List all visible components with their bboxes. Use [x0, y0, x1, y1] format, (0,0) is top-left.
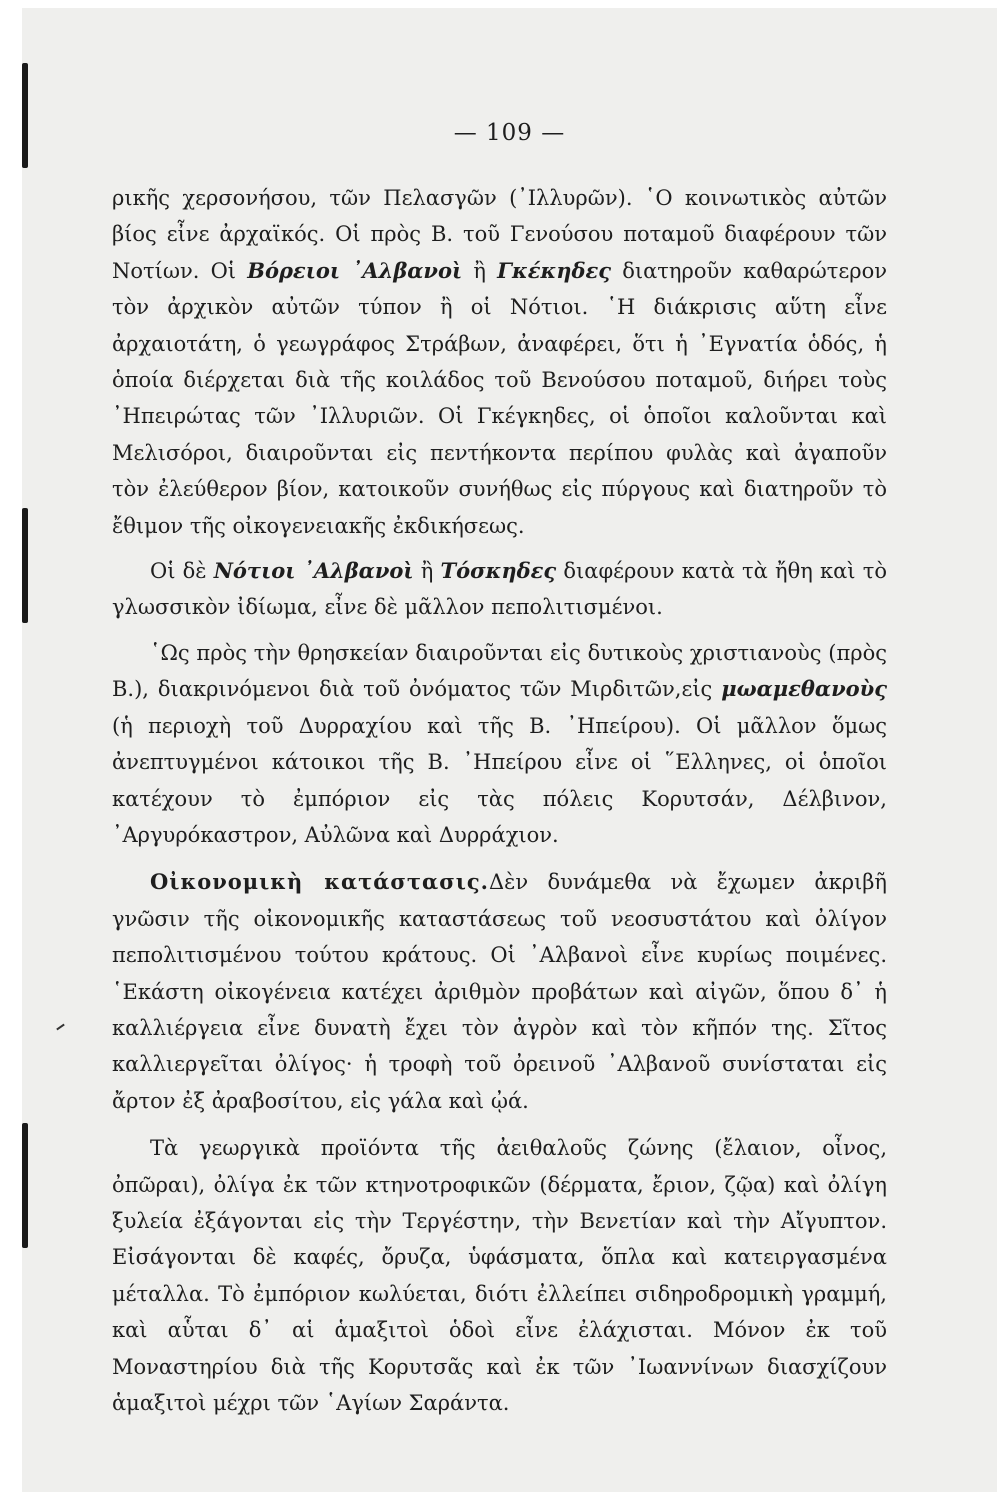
book-page	[22, 8, 997, 1492]
text-run: διατηροῦν καθαρώτερον τὸν ἀρχικὸν αὐτῶν τύπον ἢ οἱ Νότιοι. ῾Η διάκρισις αὕτη εἶνε ἀρχαιοτάτη, ὁ γεωγράφος Στράβων, ἀναφέρει, ὅτι ἡ ᾽Εγνατία ὁδός, ἡ ὁποία διέρχεται διὰ τῆς κοιλάδος τοῦ Βενούσου ποταμοῦ, διήρει τοὺς ᾽Ηπειρώτας τῶν ᾽Ιλλυριῶν. Οἱ Γκέγκηδες, οἱ ὁποῖοι καλοῦνται καὶ Μελισόροι, διαιροῦνται εἰς πεντήκοντα περίπου φυλὰς καὶ ἀγαποῦν τὸν ἐλεύθερον βίον, κατοικοῦν συνήθως εἰς πύργους καὶ διατηροῦν τὸ ἔθιμον τῆς οἰκογενειακῆς ἐκδικήσεως.	[112, 258, 887, 538]
margin-pencil-mark	[56, 1024, 65, 1031]
paragraph	[112, 635, 887, 853]
page-number: — 109 —	[453, 120, 566, 146]
binding-shadow-middle	[22, 508, 28, 623]
text-run: ῾Ως πρὸς τὴν θρησκείαν διαιροῦνται εἰς δυτικοὺς χριστιανοὺς (πρὸς Β.), διακρινόμενοι διὰ τοῦ ὀνόματος τῶν Μιρδιτῶν,εἰς	[112, 640, 887, 702]
emphasized-term: Νότιοι ᾽Αλβανοὶ	[213, 558, 414, 584]
section-heading: Οἰκονομικὴ κατάστασις.	[150, 869, 489, 895]
text-run: διαφέρουν κατὰ τὰ ἤθη καὶ τὸ γλωσσικὸν ἰδίωμα, εἶνε δὲ μᾶλλον πεπολιτισμένοι.	[112, 559, 887, 620]
text-run: ἢ	[413, 559, 441, 584]
text-run: (ἡ περιοχὴ τοῦ Δυρραχίου καὶ τῆς Β. ᾽Ηπείρου). Οἱ μᾶλλον ὅμως ἀνεπτυγμένοι κάτοικοι τῆς Β. ᾽Ηπείρου εἶνε οἱ ῞Ελληνες, οἱ ὁποῖοι κατέχουν τὸ ἐμπόριον εἰς τὰς πόλεις Κορυτσάν, Δέλβινον, ᾽Αργυρόκαστρον, Αὐλῶνα καὶ Δυρράχιον.	[112, 713, 887, 847]
paragraph	[112, 864, 887, 1119]
text-run: Τὰ γεωργικὰ προϊόντα τῆς ἀειθαλοῦς ζώνης (ἔλαιον, οἶνος, ὀπῶραι), ὀλίγα ἐκ τῶν κτηνοτροφικῶν (δέρματα, ἔριον, ζῷα) καὶ ὀλίγη ξυλεία ἐξάγονται εἰς τὴν Τεργέστην, τὴν Βενετίαν καὶ τὴν Αἴγυπτον. Εἰσάγονται δὲ καφές, ὄρυζα, ὑφάσματα, ὅπλα καὶ κατειργασμένα μέταλλα. Τὸ ἐμπόριον κωλύεται, διότι ἐλλείπει σιδηροδρομικὴ γραμμή, καὶ αὗται δ᾽ αἱ ἁμαξιτοὶ ὁδοὶ εἶνε ἐλάχισται. Μόνον ἐκ τοῦ Μοναστηρίου διὰ τῆς Κορυτσᾶς καὶ ἐκ τῶν ᾽Ιωαννίνων διασχίζουν ἁμαξιτοὶ μέχρι τῶν ῾Αγίων Σαράντα.	[112, 1136, 887, 1415]
text-run: Οἱ δὲ	[150, 559, 214, 584]
body-text	[112, 180, 887, 1421]
paragraph	[112, 553, 887, 626]
emphasized-term: μωαμεθανοὺς	[721, 676, 887, 702]
emphasized-term: Βόρειοι ᾽Αλβανοὶ	[247, 257, 463, 283]
emphasized-term: Τόσκηδες	[440, 558, 557, 584]
emphasized-term: Γκέκηδες	[497, 257, 612, 283]
text-run: Δὲν δυνάμεθα νὰ ἔχωμεν ἀκριβῆ γνῶσιν τῆς οἰκονομικῆς καταστάσεως τοῦ νεοσυστάτου καὶ ὀλίγον πεπολιτισμένου τούτου κράτους. Οἱ ᾽Αλβανοὶ εἶνε κυρίως ποιμένες. ῾Εκάστη οἰκογένεια κατέχει ἀριθμὸν προβάτων καὶ αἰγῶν, ὅπου δ᾽ ἡ καλλιέργεια εἶνε δυνατὴ ἔχει τὸν ἀγρὸν καὶ τὸν κῆπόν της. Σῖτος καλλιεργεῖται ὀλίγος· ἡ τροφὴ τοῦ ὀρεινοῦ ᾽Αλβανοῦ συνίσταται εἰς ἄρτον ἐξ ἀραβοσίτου, εἰς γάλα καὶ ᾠά.	[112, 870, 887, 1113]
binding-shadow-bottom	[22, 1123, 28, 1248]
paragraph	[112, 1130, 887, 1421]
binding-shadow-top	[22, 63, 28, 168]
text-run: ρικῆς χερσονήσου, τῶν Πελασγῶν (᾽Ιλλυρῶν). ῾Ο κοινωτικὸς αὐτῶν βίος εἶνε ἀρχαϊκός. Οἱ πρὸς Β. τοῦ Γενούσου ποταμοῦ διαφέρουν τῶν Νοτίων. Οἱ	[112, 186, 887, 283]
paragraph	[112, 180, 887, 544]
text-run: ἢ	[462, 258, 498, 283]
